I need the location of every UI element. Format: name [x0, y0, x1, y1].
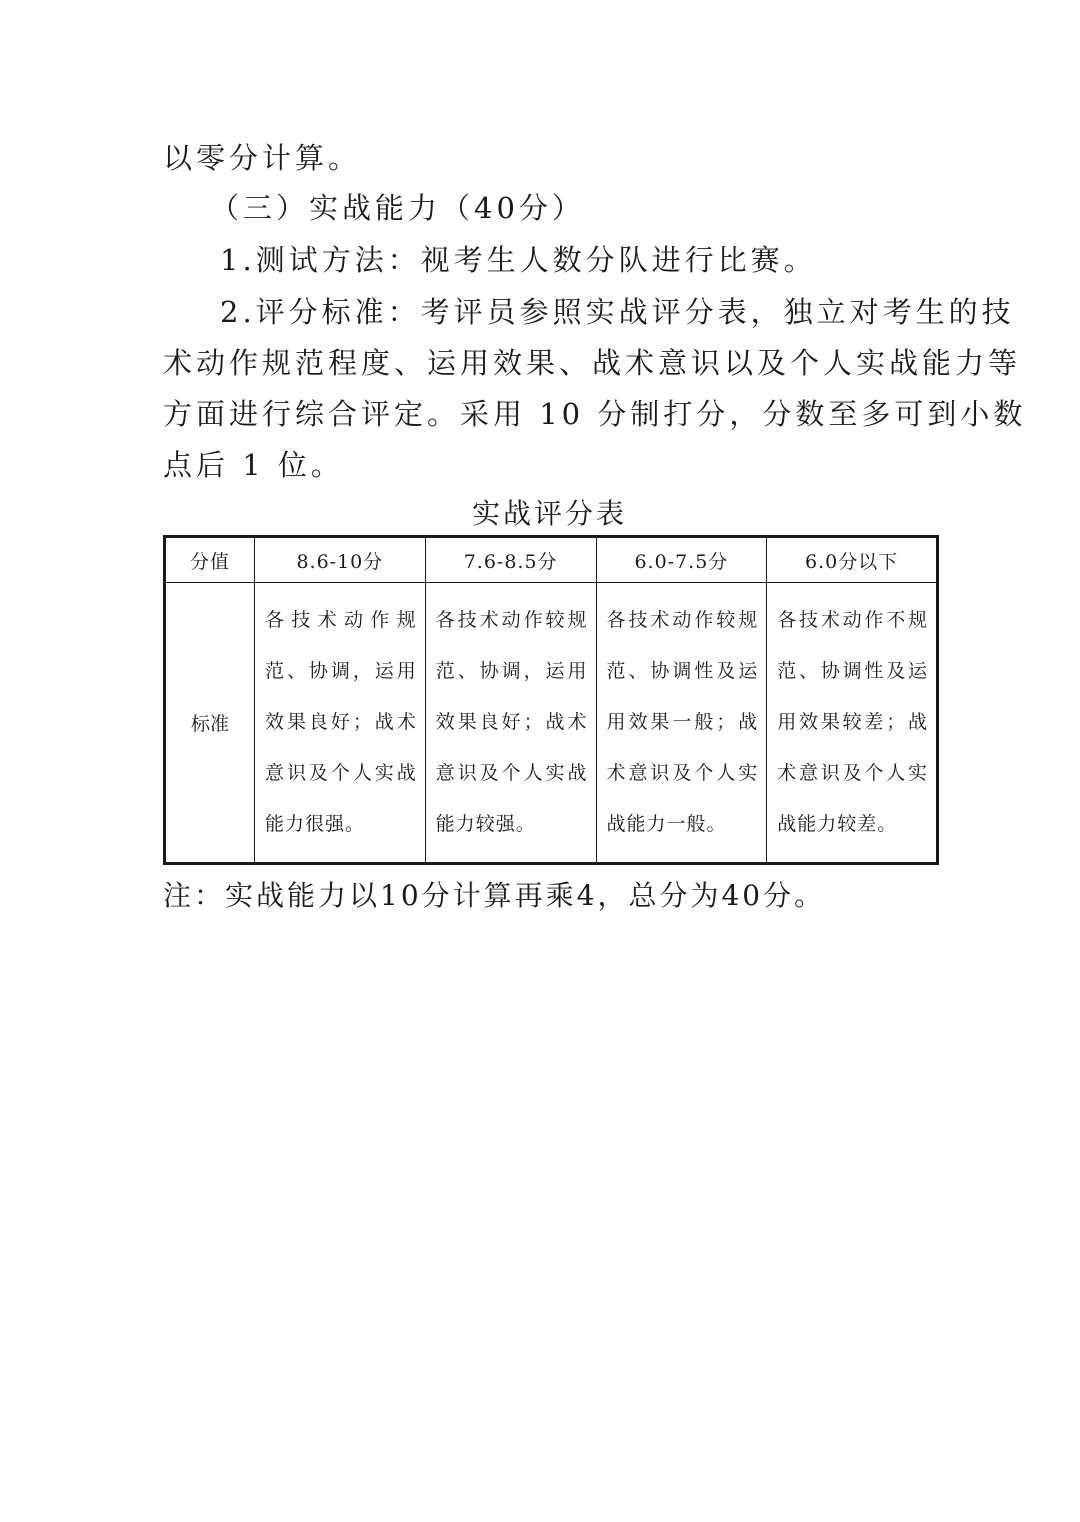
header-range-3: 6.0-7.5分 — [596, 537, 767, 583]
scoring-standard-item: 2.评分标准：考评员参照实战评分表，独立对考生的技 — [220, 295, 1015, 329]
table-note: 注：实战能力以10分计算再乘4，总分为40分。 — [163, 879, 826, 912]
scoring-table — [163, 535, 939, 865]
section-heading: （三）实战能力（40分） — [210, 191, 585, 225]
criteria-cell-1: 各技术动作规范、协调，运用效果良好；战术意识及个人实战能力很强。 — [255, 583, 426, 864]
row-label-standard: 标准 — [165, 583, 255, 864]
paragraph-line-1: 以零分计算。 — [163, 141, 362, 175]
table-title: 实战评分表 — [471, 497, 627, 530]
criteria-cell-2: 各技术动作较规范、协调，运用效果良好；战术意识及个人实战能力较强。 — [425, 583, 596, 864]
criteria-cell-4: 各技术动作不规范、协调性及运用效果较差；战术意识及个人实战能力较差。 — [767, 583, 938, 864]
scoring-standard-line-3: 方面进行综合评定。采用 10 分制打分，分数至多可到小数 — [163, 397, 1027, 431]
scoring-standard-line-4: 点后 1 位。 — [163, 448, 344, 482]
criteria-cell-3: 各技术动作较规范、协调性及运用效果一般；战术意识及个人实战能力一般。 — [596, 583, 767, 864]
header-range-2: 7.6-8.5分 — [425, 537, 596, 583]
table-criteria-row — [165, 583, 938, 864]
table-header-row — [165, 537, 938, 583]
test-method-item: 1.测试方法：视考生人数分队进行比赛。 — [220, 243, 817, 277]
header-range-4: 6.0分以下 — [767, 537, 938, 583]
header-score-label: 分值 — [165, 537, 255, 583]
header-range-1: 8.6-10分 — [255, 537, 426, 583]
scoring-standard-line-2: 术动作规范程度、运用效果、战术意识以及个人实战能力等 — [163, 346, 1022, 380]
